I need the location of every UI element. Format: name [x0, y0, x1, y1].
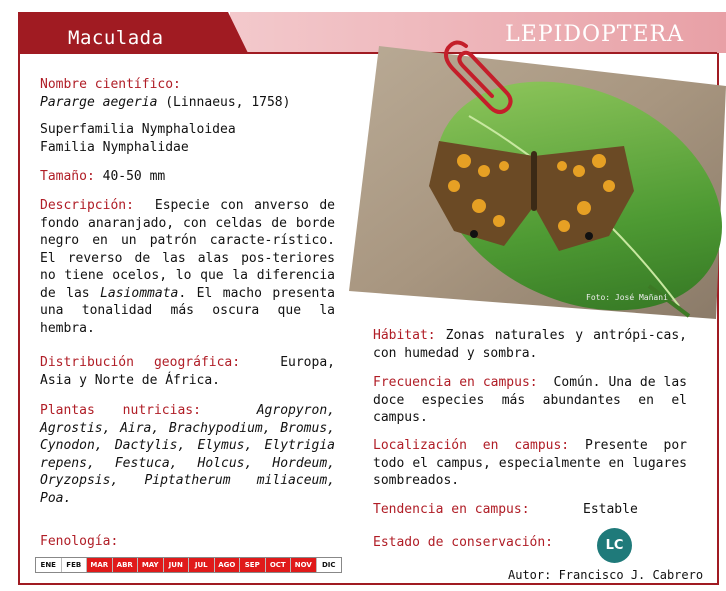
location-value: Presente por todo el campus, especialmente en lugares sombreados. — [373, 438, 688, 488]
superfamily: Superfamilia Nymphaloidea — [40, 122, 236, 137]
trend-label: Tendencia en campus: — [373, 502, 530, 517]
butterfly-photo — [349, 46, 726, 319]
scientific-name: Pararge aegeria — [40, 94, 158, 110]
phenology-month-mar: MAR — [87, 558, 113, 572]
status-label: Estado de conservación: — [373, 535, 554, 550]
phenology-month-dic: DIC — [317, 558, 342, 572]
habitat-block — [373, 327, 687, 362]
description-italic: Lasiommata — [100, 285, 179, 301]
phenology-month-ago: AGO — [215, 558, 241, 572]
scientific-name-line — [40, 94, 340, 112]
frequency-block — [373, 374, 687, 427]
size-block — [40, 168, 340, 186]
habitat-label: Hábitat: — [373, 328, 436, 343]
photo-credit: Foto: José Mañani — [586, 293, 668, 302]
phenology-month-ene: ENE — [36, 558, 62, 572]
description-block — [40, 197, 335, 337]
frequency-label: Frecuencia en campus: — [373, 375, 538, 390]
phenology-month-jun: JUN — [164, 558, 190, 572]
common-name: Maculada — [68, 27, 164, 49]
conservation-status-badge: LC — [597, 528, 632, 563]
plants-block — [40, 402, 335, 507]
phenology-month-sep: SEP — [240, 558, 266, 572]
location-block — [373, 437, 687, 490]
status-block — [373, 534, 633, 552]
description-text-1: Especie con anverso de fondo anaranjado, con celdas de borde negro en un patrón caracte-rístico. El reverso de las alas pos-teriores no tiene ocelos, lo que la diferencia de las — [40, 198, 336, 301]
trend-value: Estable — [583, 502, 638, 517]
plants-label: Plantas nutricias: — [40, 403, 201, 418]
distribution-value: Europa, Asia y Norte de África. — [40, 355, 335, 388]
phenology-month-oct: OCT — [266, 558, 292, 572]
family: Familia Nymphalidae — [40, 139, 189, 155]
description-label: Descripción: — [40, 198, 134, 213]
distribution-block — [40, 354, 335, 389]
trend-block — [373, 501, 687, 519]
frequency-value: Común. Una de las doce especies más abundantes en el campus. — [373, 375, 687, 425]
paperclip-icon — [436, 36, 516, 116]
order-name: LEPIDOPTERA — [505, 22, 684, 47]
phenology-block — [40, 533, 240, 551]
phenology-month-abr: ABR — [113, 558, 139, 572]
author: Autor: Francisco J. Cabrero — [508, 568, 704, 582]
size-value: 40-50 mm — [102, 169, 166, 184]
taxonomy-block — [40, 121, 340, 156]
description-text-2: . El macho presenta una tonalidad más oscura que la hembra. — [40, 285, 335, 336]
habitat-value: Zonas naturales y antrópi-cas, con humedad y sombra. — [373, 328, 687, 361]
phenology-month-may: MAY — [138, 558, 164, 572]
phenology-months — [35, 557, 342, 573]
plants-value: Agropyron, Agrostis, Aira, Brachypodium, Bromus, Cynodon, Dactylis, Elymus, Elytrigia repens, Festuca, Holcus, Hordeum, Oryzopsis, Piptatherum miliaceum, Poa. — [40, 403, 335, 506]
size-label: Tamaño: — [40, 169, 95, 184]
distribution-label: Distribución geográfica: — [40, 355, 241, 370]
phenology-month-nov: NOV — [291, 558, 317, 572]
location-label: Localización en campus: — [373, 438, 570, 453]
scientific-label: Nombre científico: — [40, 77, 181, 92]
phenology-month-feb: FEB — [62, 558, 88, 572]
phenology-label: Fenología: — [40, 534, 119, 549]
scientific-block — [40, 76, 340, 111]
phenology-month-jul: JUL — [189, 558, 215, 572]
scientific-author: (Linnaeus, 1758) — [165, 94, 291, 110]
